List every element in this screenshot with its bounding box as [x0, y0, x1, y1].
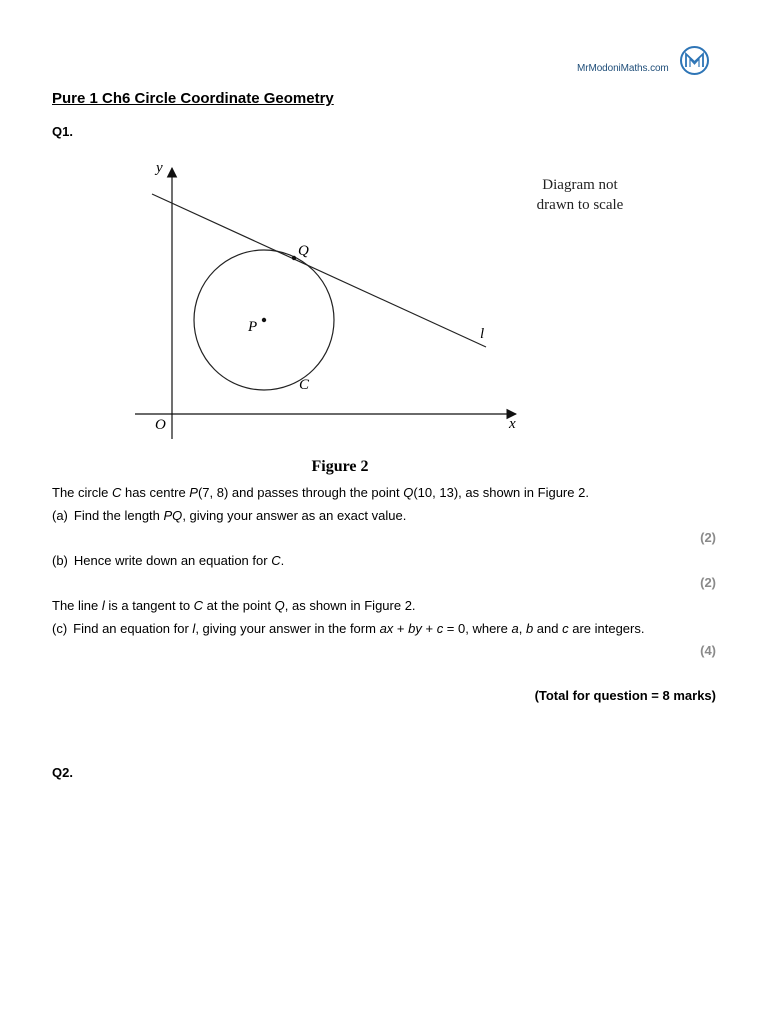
marks-b: (2)	[700, 575, 716, 590]
math-var: C	[271, 553, 281, 568]
circle-c-label: C	[299, 377, 310, 393]
point-p-dot	[262, 318, 266, 322]
logo-monogram-icon	[684, 52, 705, 69]
text: is a tangent to	[104, 598, 194, 613]
text: The circle	[52, 485, 112, 500]
math-var: a	[511, 621, 519, 636]
question-label-q2: Q2.	[52, 765, 73, 780]
figure-diagram	[130, 152, 530, 442]
part-label: (b)	[52, 553, 68, 568]
text: = 0, where	[443, 621, 512, 636]
point-q-dot	[292, 256, 296, 260]
marks-a: (2)	[700, 530, 716, 545]
line-l-label: l	[480, 326, 485, 342]
diagram-note-line1: Diagram not	[542, 177, 618, 193]
math-var: C	[193, 598, 204, 613]
math-var: c	[436, 621, 444, 636]
text: , as shown in Figure 2.	[284, 598, 416, 613]
text: at the point	[203, 598, 275, 613]
marks-c: (4)	[700, 643, 716, 658]
text: Find an equation for	[73, 621, 193, 636]
text: , giving your answer in the form	[195, 621, 380, 636]
x-axis-label: x	[509, 416, 516, 432]
tangent-line	[152, 194, 486, 347]
math-var: Q	[274, 598, 285, 613]
text: ,	[518, 621, 526, 636]
text: (7, 8) and passes through the point	[197, 485, 404, 500]
logo-icon	[680, 46, 709, 75]
text: .	[280, 553, 285, 568]
math-var: Q	[403, 485, 414, 500]
math-var: ax	[379, 621, 394, 636]
text: , giving your answer as an exact value.	[182, 508, 407, 523]
page-title: Pure 1 Ch6 Circle Coordinate Geometry	[52, 90, 334, 107]
part-b	[52, 553, 732, 568]
logo-text: MrModoniMaths.com	[577, 63, 669, 74]
math-var: PQ	[163, 508, 183, 523]
text: Hence write down an equation for	[73, 553, 272, 568]
text: are integers.	[568, 621, 645, 636]
question-intro	[52, 485, 732, 500]
math-var: b	[525, 621, 534, 636]
math-var: C	[111, 485, 122, 500]
origin-label: O	[155, 417, 166, 433]
question-label: Q1.	[52, 124, 73, 139]
math-var: c	[562, 621, 569, 636]
part-label: (a)	[52, 508, 68, 523]
text: has centre	[121, 485, 190, 500]
math-var: l	[192, 621, 196, 636]
text: and	[533, 621, 563, 636]
text: (10, 13), as shown in Figure 2.	[413, 485, 589, 500]
text: The line	[52, 598, 102, 613]
part-c	[52, 621, 732, 636]
tangent-statement	[52, 598, 732, 613]
point-p-label: P	[248, 319, 258, 335]
text: +	[421, 621, 437, 636]
math-var: P	[189, 485, 198, 500]
point-q-label: Q	[298, 243, 309, 259]
y-axis-label: y	[156, 160, 163, 176]
diagram-note	[500, 175, 660, 215]
text: +	[393, 621, 409, 636]
figure-caption: Figure 2	[311, 458, 369, 475]
text: Find the length	[73, 508, 164, 523]
part-a	[52, 508, 732, 523]
math-var: l	[101, 598, 105, 613]
part-label: (c)	[52, 621, 68, 636]
total-marks: (Total for question = 8 marks)	[534, 688, 716, 703]
diagram-note-line2: drawn to scale	[536, 197, 624, 213]
math-var: by	[408, 621, 422, 636]
